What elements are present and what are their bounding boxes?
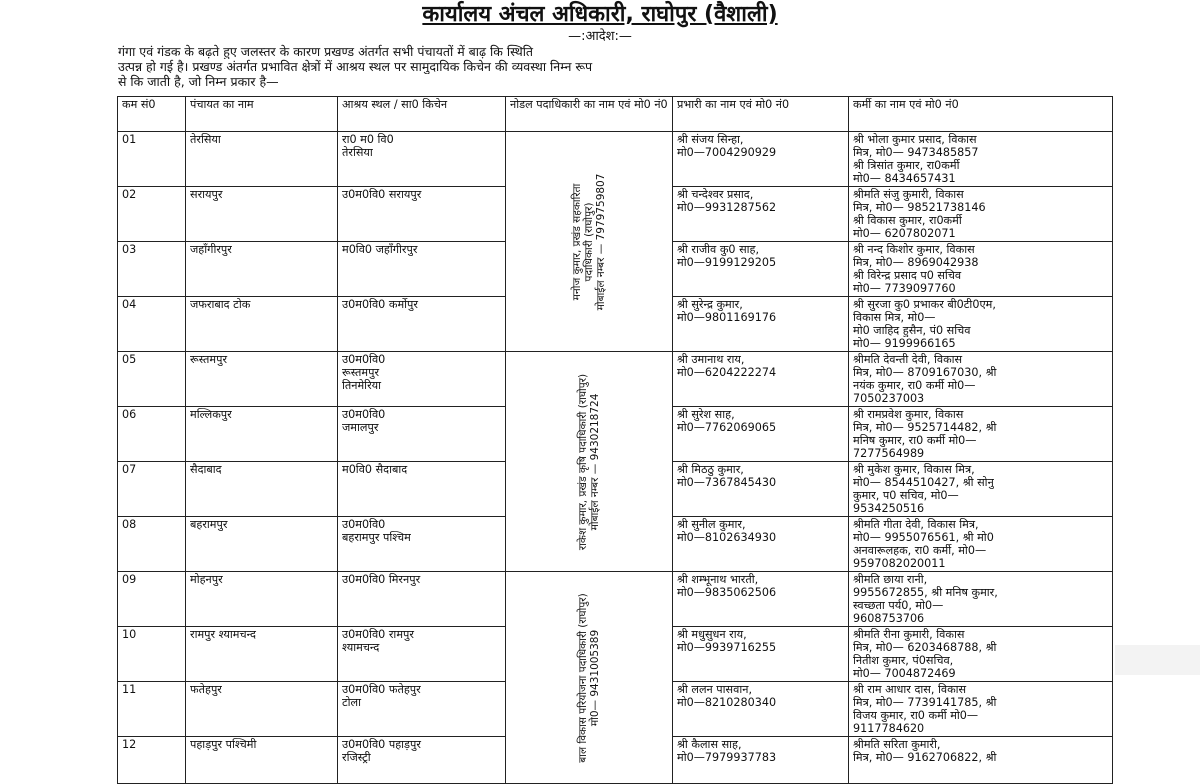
cell-panchayat: मोहनपुर [186,572,338,627]
cell-shelter-line: रूस्तमपुर [342,366,380,379]
cell-incharge-line: मो0—7367845430 [677,476,777,489]
cell-shelter-line: उ0म0वि0 फतेहपुर [342,683,421,696]
cell-staff-line: मो0— 8434657431 [853,172,956,185]
cell-staff-line: मित्र, मो0— 7739141785, श्री [853,696,997,709]
cell-panchayat: पहाड़पुर पश्चिमी [186,737,338,784]
cell-panchayat: फतेहपुर [186,682,338,737]
nodal-officer-line: पदाधिकारी (राघोपुर) [583,202,595,281]
cell-panchayat: सरायपुर [186,187,338,242]
cell-serial: 08 [118,517,186,572]
office-title-text: कार्यालय अंचल अधिकारी, राघोपुर (वैशाली) [422,2,778,27]
cell-staff-line: मित्र, मो0— 8969042938 [853,256,979,269]
cell-staff [849,297,1113,352]
cell-shelter-line: श्यामचन्द [342,641,380,654]
cell-staff-line: 9608753706 [853,612,925,625]
cell-incharge-line: श्री सुनील कुमार, [677,518,746,531]
cell-incharge-line: श्री कैलास साह, [677,738,742,751]
cell-incharge [673,682,849,737]
cell-staff-line: मित्र, मो0— 9162706822, श्री [853,751,997,764]
cell-shelter-line: रजिस्ट्री [342,751,371,764]
nodal-officer-text [577,593,601,762]
cell-staff-line: कुमार, प0 सचिव, मो0— [853,489,959,502]
cell-serial: 03 [118,242,186,297]
cell-staff [849,462,1113,517]
cell-shelter [338,297,506,352]
cell-shelter [338,352,506,407]
cell-shelter [338,407,506,462]
cell-panchayat: तेरसिया [186,132,338,187]
cell-shelter-line: उ0म0वि0 मिरनपुर [342,573,421,586]
cell-incharge-line: मो0—9835062506 [677,586,777,599]
header-panchayat: पंचायत का नाम [186,97,338,132]
cell-shelter-line: उ0म0वि0 [342,353,386,366]
cell-staff-line: 7050237003 [853,392,925,405]
cell-staff-line: श्री विरेन्द्र प्रसाद प0 सचिव [853,269,962,282]
cell-staff-line: 9955672855, श्री मनिष कुमार, [853,586,998,599]
cell-serial: 02 [118,187,186,242]
cell-staff-line: विजय कुमार, रा0 कर्मी मो0— [853,709,979,722]
cell-incharge-line: मो0—7762069065 [677,421,777,434]
cell-shelter-line: तिनमेरिया [342,379,382,392]
nodal-officer-text [577,373,601,549]
cell-staff-line: श्री त्रिसांत कुमार, रा0कर्मी [853,159,960,172]
cell-staff-line: मो0— 7004872469 [853,667,956,680]
cell-incharge-line: श्री चन्देश्वर प्रसाद, [677,188,754,201]
cell-staff-line: मित्र, मो0— 6203468788, श्री [853,641,997,654]
cell-staff-line: 9117784620 [853,722,925,735]
cell-shelter-line: म0वि0 जहाँगीरपुर [342,243,418,256]
nodal-officer-line: मोबाईल नम्बर — 7979759807 [595,173,607,310]
cell-incharge [673,627,849,682]
cell-staff [849,187,1113,242]
nodal-officer-line: मो0— 9431005389 [589,629,601,726]
cell-staff-line: मो0— 7739097760 [853,282,956,295]
header-staff: कर्मी का नाम एवं मो0 नं0 [849,97,1113,132]
cell-staff-line: मो0— 8544510427, श्री सोनु [853,476,994,489]
cell-staff-line: मो0— 9199966165 [853,337,956,350]
cell-staff-line: मो0— 9955076561, श्री मो0 [853,531,994,544]
cell-staff [849,572,1113,627]
cell-shelter-line: टोला [342,696,362,709]
cell-shelter-line: उ0म0वि0 सरायपुर [342,188,422,201]
cell-incharge-line: श्री ललन पासवान, [677,683,753,696]
cell-shelter [338,627,506,682]
cell-panchayat: बहरामपुर [186,517,338,572]
header-serial: कम सं0 [118,97,186,132]
cell-staff [849,682,1113,737]
cell-panchayat: रामपुर श्यामचन्द [186,627,338,682]
cell-staff-line: श्री भोला कुमार प्रसाद, विकास [853,133,977,146]
cell-shelter [338,462,506,517]
cell-staff-line: श्री विकास कुमार, रा0कर्मी [853,214,962,227]
cell-shelter-line: उ0म0वि0 रामपुर [342,628,414,641]
cell-shelter-line: जमालपुर [342,421,379,434]
cell-incharge-line: श्री सुरेश साह, [677,408,735,421]
header-nodal-officer: नोडल पदाधिकारी का नाम एवं मो0 नं0 [506,97,673,132]
cell-staff-line: मित्र, मो0— 9525714482, श्री [853,421,997,434]
cell-staff-line: श्रीमति छाया रानी, [853,573,928,586]
header-shelter: आश्रय स्थल / सा0 किचेन [338,97,506,132]
cell-panchayat: मल्लिकपुर [186,407,338,462]
nodal-officer-line: राकेश कुमार, प्रखंड कृषि पदाधिकारी (राघोपुर) [577,373,589,550]
table-header-row [118,97,1113,132]
table-row [118,352,1113,407]
cell-incharge [673,572,849,627]
cell-incharge-line: श्री संजय सिन्हा, [677,133,744,146]
cell-serial: 06 [118,407,186,462]
cell-staff-line: 7277564989 [853,447,925,460]
table-body [118,132,1113,784]
cell-panchayat: रूस्तमपुर [186,352,338,407]
cell-staff-line: श्री सुरजा कु0 प्रभाकर बी0टी0एम, [853,298,996,311]
cell-incharge [673,132,849,187]
cell-serial: 11 [118,682,186,737]
cell-shelter-line: बहरामपुर पश्चिम [342,531,411,544]
cell-staff-line: मनिष कुमार, रा0 कर्मी मो0— [853,434,977,447]
table-row [118,132,1113,187]
cell-shelter-line: उ0म0वि0 कर्मोपुर [342,298,418,311]
cell-nodal-officer [506,572,673,784]
cell-incharge-line: श्री उमानाथ राय, [677,353,745,366]
cell-shelter-line: उ0म0वि0 [342,408,386,421]
cell-incharge [673,517,849,572]
cell-staff-line: श्रीमति देवन्ती देवी, विकास [853,353,963,366]
cell-incharge [673,242,849,297]
cell-staff-line: मो0 जाहिद हुसैन, पं0 सचिव [853,324,971,337]
cell-incharge [673,297,849,352]
cell-staff-line: नयंक कुमार, रा0 कर्मी मो0— [853,379,976,392]
cell-incharge-line: श्री राजीव कु0 साह, [677,243,760,256]
cell-incharge [673,187,849,242]
cell-serial: 01 [118,132,186,187]
cell-serial: 07 [118,462,186,517]
cell-staff-line: मो0— 6207802071 [853,227,956,240]
cell-incharge-line: मो0—6204222274 [677,366,777,379]
cell-incharge-line: श्री मधुसुधन राय, [677,628,747,641]
cell-serial: 05 [118,352,186,407]
corner-blank [1115,645,1200,675]
header-incharge: प्रभारी का नाम एवं मो0 नं0 [673,97,849,132]
cell-incharge-line: मो0—9801169176 [677,311,777,324]
cell-staff-line: स्वच्छता पर्य0, मो0— [853,599,944,612]
cell-incharge [673,407,849,462]
cell-staff-line: 9534250516 [853,502,925,515]
cell-serial: 10 [118,627,186,682]
cell-panchayat: जहाँगीरपुर [186,242,338,297]
cell-staff [849,132,1113,187]
cell-incharge-line: श्री शम्भूनाथ भारती, [677,573,759,586]
cell-staff-line: मित्र, मो0— 98521738146 [853,201,986,214]
order-heading: —:आदेश:— [568,29,632,44]
cell-incharge-line: मो0—7004290929 [677,146,777,159]
cell-staff [849,517,1113,572]
cell-incharge-line: मो0—9931287562 [677,201,777,214]
cell-shelter [338,682,506,737]
intro-line: से कि जाती है, जो निम्न प्रकार है— [118,74,279,89]
cell-shelter [338,242,506,297]
cell-incharge-line: श्री मिठठु कुमार, [677,463,744,476]
community-kitchen-table [117,96,1113,784]
cell-shelter [338,572,506,627]
cell-staff-line: नितीश कुमार, पं0सचिव, [853,654,954,667]
cell-shelter [338,737,506,784]
cell-shelter-line: रा0 म0 वि0 [342,133,394,146]
cell-shelter-line: उ0म0वि0 पहाड़पुर [342,738,421,751]
table-row [118,572,1113,627]
cell-serial: 12 [118,737,186,784]
cell-staff-line: श्री नन्द किशोर कुमार, विकास [853,243,975,256]
cell-staff-line: अनवारूलहक, रा0 कर्मी, मो0— [853,544,987,557]
cell-staff-line: श्री रामप्रवेश कुमार, विकास [853,408,964,421]
cell-staff-line: मित्र, मो0— 9473485857 [853,146,979,159]
cell-incharge-line: श्री सुरेन्द्र कुमार, [677,298,743,311]
cell-staff-line: विकास मित्र, मो0— [853,311,936,324]
cell-staff-line: श्रीमति रीना कुमारी, विकास [853,628,965,641]
cell-incharge-line: मो0—9199129205 [677,256,777,269]
cell-shelter-line: तेरसिया [342,146,373,159]
cell-staff-line: श्री राम आधार दास, विकास [853,683,967,696]
cell-incharge [673,352,849,407]
cell-shelter [338,187,506,242]
cell-staff [849,627,1113,682]
cell-panchayat: सैदाबाद [186,462,338,517]
cell-incharge [673,462,849,517]
cell-staff-line: श्रीमति संजु कुमारी, विकास [853,188,964,201]
cell-incharge-line: मो0—8210280340 [677,696,777,709]
cell-shelter-line: म0वि0 सैदाबाद [342,463,408,476]
cell-staff-line: मित्र, मो0— 8709167030, श्री [853,366,997,379]
cell-shelter-line: उ0म0वि0 [342,518,386,531]
cell-serial: 09 [118,572,186,627]
nodal-officer-line: बाल विकास परियोजना पदाधिकारी (राघोपुर) [577,592,589,763]
cell-incharge [673,737,849,784]
office-title [0,0,1200,30]
nodal-officer-line: मनोज कुमार, प्रखंड सहकारिता [571,183,583,300]
cell-panchayat: जफराबाद टोक [186,297,338,352]
cell-staff-line: 9597082020011 [853,557,946,570]
nodal-officer-line: मोबाईल नम्बर — 9430218724 [589,393,601,530]
cell-incharge-line: मो0—9939716255 [677,641,777,654]
cell-shelter [338,517,506,572]
intro-line: उत्पन्न हो गई है। प्रखण्ड अंतर्गत प्रभावित क्षेत्रों में आश्रय स्थल पर सामुदायिक किचेन की व्यवस्था निम्न रूप [118,59,593,74]
cell-staff-line: श्रीमति गीता देवी, विकास मित्र, [853,518,979,531]
cell-staff [849,737,1113,784]
cell-staff [849,242,1113,297]
cell-staff [849,407,1113,462]
cell-incharge-line: मो0—8102634930 [677,531,777,544]
intro-line: गंगा एवं गंडक के बढ़ते हुए जलस्तर के कारण प्रखण्ड अंतर्गत सभी पंचायतों में बाढ़ कि स्थिति [118,44,534,59]
nodal-officer-text [571,173,607,310]
cell-nodal-officer [506,352,673,572]
cell-incharge-line: मो0—7979937783 [677,751,777,764]
cell-shelter [338,132,506,187]
cell-serial: 04 [118,297,186,352]
cell-staff-line: श्री मुकेश कुमार, विकास मित्र, [853,463,975,476]
cell-nodal-officer [506,132,673,352]
cell-staff [849,352,1113,407]
intro-paragraph [118,44,1110,89]
cell-staff-line: श्रीमति सरिता कुमारी, [853,738,941,751]
